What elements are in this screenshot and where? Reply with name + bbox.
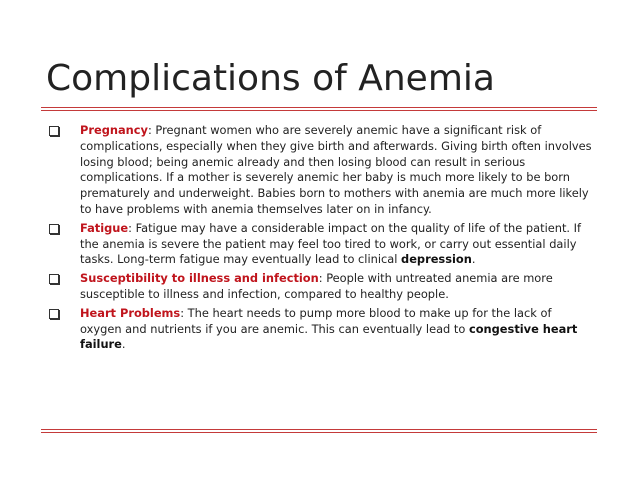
square-bullet-icon [49,274,59,284]
square-bullet-icon [49,126,59,136]
bullet-emphasis: congestive heart failure [80,321,578,352]
bullet-term: Fatigue [80,220,129,235]
bullet-text: : The heart needs to pump more blood to make up for the lack of oxygen and nutrients if you are anemic. This can eventually lead to [80,305,552,336]
bullet-tail: . [121,337,126,352]
square-bullet-icon [49,309,59,319]
bullet-susceptibility [46,271,596,303]
bullet-pregnancy [46,123,596,218]
bullet-text: : Fatigue may have a considerable impact on the quality of life of the patient. If the anemia is severe the patient may feel too tired to work, or carry out essential daily tasks. Long-term fatigue may eventually lead to clinical [80,220,582,267]
bullet-fatigue [46,221,596,268]
bullet-term: Pregnancy [80,123,148,137]
bullet-emphasis: depression [401,252,472,267]
bullet-term: Susceptibility to illness and infection [80,271,319,286]
square-bullet-icon [49,224,59,234]
footer-divider [41,429,597,433]
bullet-heart-problems [46,306,596,353]
slide-title: Complications of Anemia [46,58,495,99]
bullet-term: Heart Problems [80,305,181,320]
bullet-tail: . [471,252,476,267]
bullet-text: : Pregnant women who are severely anemic have a significant risk of complications, especially when they give birth and afterwards. Giving birth often involves losing blood; being anemic already and then losing blood can result in serious complications. If a mother is severely anemic her baby is much more likely to be born prematurely and underweight. Babies born to mothers with anemia are much more likely to have problems with anemia themselves later on in infancy. [80,123,592,216]
bullet-list [46,123,596,356]
title-divider [41,107,597,111]
bullet-text: : People with untreated anemia are more susceptible to illness and infection, compared to healthy people. [80,271,553,301]
